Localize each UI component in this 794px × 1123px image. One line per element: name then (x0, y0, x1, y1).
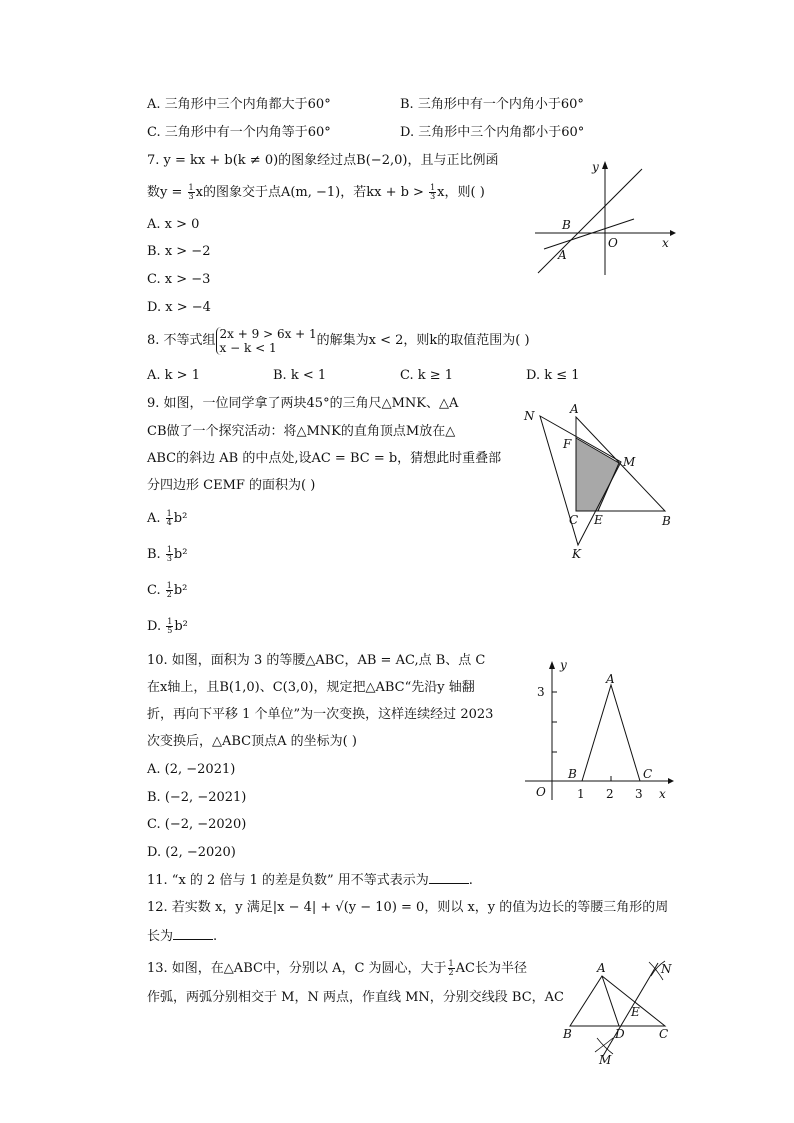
q9-figure (520, 400, 680, 565)
origin-label: O (608, 236, 618, 250)
q8-option-c: C. k ≥ 1 (400, 368, 454, 383)
point-b-label: B (662, 514, 671, 528)
y-axis-label: y (560, 658, 567, 672)
q6-option-a: A. 三角形中三个内角都大于60° (147, 97, 331, 112)
x-axis-label: x (662, 236, 669, 250)
q7-figure (530, 155, 680, 280)
point-n-label: N (524, 409, 535, 423)
q10-option-b: B. (−2, −2021) (147, 790, 247, 805)
q7-option-a: A. x > 0 (147, 217, 200, 232)
q10-option-c: C. (−2, −2020) (147, 817, 247, 832)
q8-option-d: D. k ≤ 1 (526, 368, 580, 383)
q9-stem-line4: 分四边形 CEMF 的面积为( ) (147, 478, 316, 493)
q7-stem-line2: 数y = $\frac{1}{3}$ x的图象交于点A(m, −1)，若kx + b > $\frac{1}{3}$ x，则( ) (147, 183, 485, 201)
q12-stem-line1: 12. 若实数 x，y 满足|x − 4| + √(y − 10) = 0，则以 x，y 的值为边长的等腰三角形的周 (147, 900, 669, 915)
q13-figure (555, 958, 685, 1068)
q11-stem: 11. “x 的 2 倍与 1 的差是负数” 用不等式表示为 . (147, 873, 473, 888)
q8-stem: 8. 不等式组 2x + 9 > 6x + 1 x − k < 1 的解集为x < 2，则k的取值范围为( ) (147, 326, 530, 355)
q9-stem-line2: CB做了一个探究活动：将△MNK的直角顶点M放在△ (147, 424, 456, 439)
inequality-system: 2x + 9 > 6x + 1 x − k < 1 (216, 327, 317, 355)
y-tick-3: 3 (537, 685, 545, 699)
point-m-label: M (599, 1053, 612, 1067)
point-a-label: A (570, 402, 579, 416)
point-b-label: B (562, 218, 571, 232)
q10-figure (520, 655, 680, 805)
point-a-label: A (558, 248, 567, 262)
y-axis-label: y (592, 160, 599, 174)
q9-option-d: D. $\frac{1}{5}$ b² (147, 617, 188, 635)
q9-option-c: C. $\frac{1}{2}$ b² (147, 581, 188, 599)
point-c-label: C (643, 767, 653, 781)
q10-stem-line2: 在x轴上，且B(1,0)、C(3,0)，规定把△ABC“先沿y 轴翻 (147, 680, 475, 695)
point-e-label: E (594, 513, 603, 527)
q9-stem-line1: 9. 如图，一位同学拿了两块45°的三角尺△MNK、△A (147, 396, 459, 411)
q6-option-d: D. 三角形中三个内角都小于60° (400, 125, 585, 140)
q9-stem-line3: ABC的斜边 AB 的中点处,设AC = BC = b，猜想此时重叠部 (147, 451, 502, 466)
q9-option-a: A. $\frac{1}{4}$ b² (147, 509, 188, 527)
x-axis-label: x (659, 787, 666, 801)
fraction: $\frac{1}{3}$ (430, 183, 436, 201)
fraction: $\frac{1}{2}$ (448, 959, 454, 977)
q6-option-b: B. 三角形中有一个内角小于60° (400, 97, 584, 112)
point-e-label: E (631, 1005, 640, 1019)
q6-option-c: C. 三角形中有一个内角等于60° (147, 125, 331, 140)
q7-option-c: C. x > −3 (147, 272, 211, 287)
point-f-label: F (563, 437, 572, 451)
q13-stem-line2: 作弧，两弧分别相交于 M，N 两点，作直线 MN，分别交线段 BC，AC (147, 990, 564, 1005)
x-tick-2: 2 (606, 787, 614, 801)
x-tick-3: 3 (635, 787, 643, 801)
answer-blank[interactable] (173, 927, 213, 940)
q12-stem-line2: 长为 . (147, 929, 218, 944)
q7-option-d: D. x > −4 (147, 300, 211, 315)
q8-option-b: B. k < 1 (273, 368, 327, 383)
point-b-label: B (563, 1027, 572, 1041)
answer-blank[interactable] (429, 871, 469, 884)
x-tick-1: 1 (577, 787, 585, 801)
q10-option-d: D. (2, −2020) (147, 845, 236, 860)
q8-option-a: A. k > 1 (147, 368, 200, 383)
q13-stem-line1: 13. 如图，在△ABC中，分别以 A，C 为圆心，大于 $\frac{1}{2}$ AC长为半径 (147, 959, 527, 977)
point-d-label: D (615, 1027, 625, 1041)
q9-option-b: B. $\frac{1}{3}$ b² (147, 545, 188, 563)
q7-option-b: B. x > −2 (147, 244, 211, 259)
q10-stem-line4: 次变换后，△ABC顶点A 的坐标为( ) (147, 734, 357, 749)
point-a-label: A (597, 961, 606, 975)
q7-stem-line1: 7. y = kx + b(k ≠ 0)的图象经过点B(−2,0)，且与正比例函 (147, 153, 499, 168)
point-m-label: M (623, 455, 636, 469)
point-k-label: K (572, 547, 581, 561)
origin-label: O (536, 785, 546, 799)
point-a-label: A (606, 672, 615, 686)
q10-option-a: A. (2, −2021) (147, 762, 236, 777)
point-c-label: C (659, 1027, 669, 1041)
q10-stem-line3: 折，再向下平移 1 个单位”为一次变换，这样连续经过 2023 (147, 707, 494, 722)
q10-stem-line1: 10. 如图，面积为 3 的等腰△ABC，AB = AC,点 B、点 C (147, 653, 486, 668)
point-b-label: B (568, 767, 577, 781)
point-n-label: N (661, 962, 672, 976)
fraction: $\frac{1}{3}$ (188, 183, 194, 201)
point-c-label: C (569, 513, 579, 527)
